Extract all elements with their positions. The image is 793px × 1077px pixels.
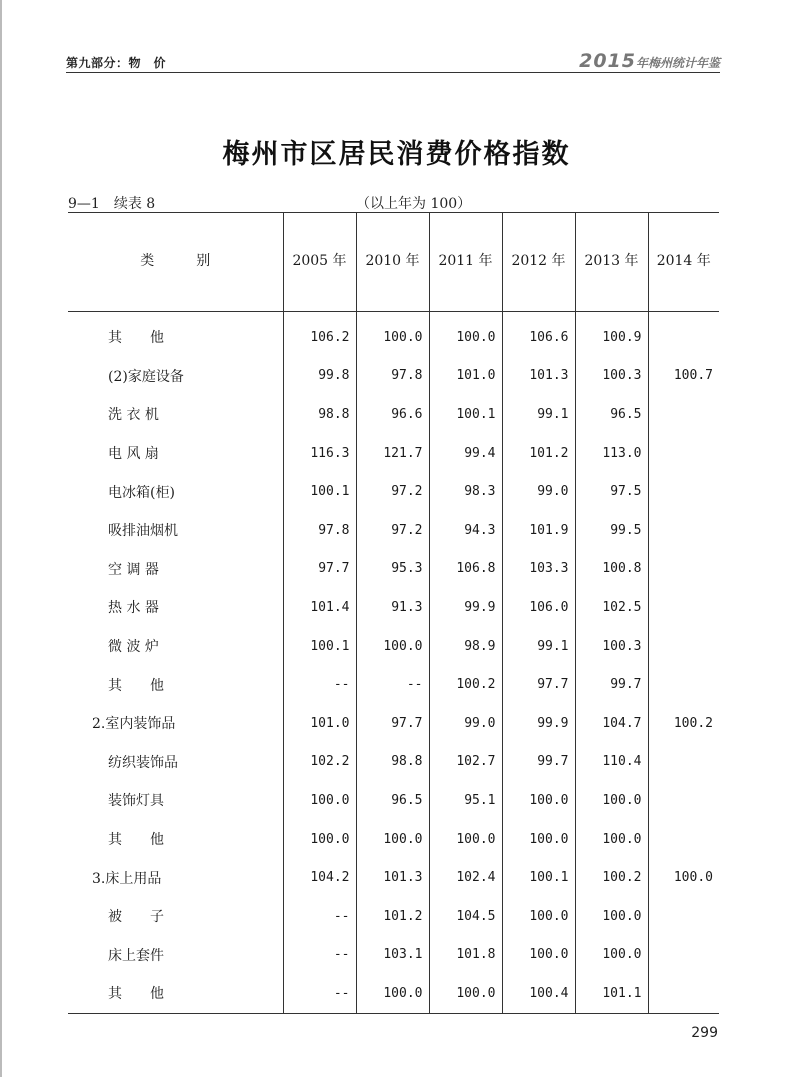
category-label: 纺织装饰品: [108, 754, 178, 771]
index-value-cell: 100.2: [429, 665, 502, 704]
index-value-cell: 99.0: [502, 472, 575, 511]
index-value-cell: 100.1: [283, 472, 356, 511]
index-value-cell: 102.7: [429, 743, 502, 782]
table-row: [68, 820, 719, 859]
category-label: 其 他: [108, 330, 164, 347]
index-value-cell: [648, 395, 719, 434]
index-value-cell: 94.3: [429, 511, 502, 550]
table-row: [68, 974, 719, 1013]
page-title: 梅州市区居民消费价格指数: [222, 139, 571, 170]
column-header-label: 2013 年: [584, 253, 639, 269]
index-value-cell: 100.0: [575, 781, 648, 820]
column-header-label: 2012 年: [511, 253, 566, 269]
index-value-cell: --: [283, 974, 356, 1013]
index-value-cell: 95.1: [429, 781, 502, 820]
index-value-cell: 99.5: [575, 511, 648, 550]
index-value-cell: 100.0: [356, 820, 429, 859]
index-value-cell: 113.0: [575, 434, 648, 473]
table-number: 9—1 续表 8: [68, 196, 156, 212]
table-row: [68, 511, 719, 550]
index-value-cell: 102.5: [575, 588, 648, 627]
index-value-cell: 98.8: [283, 395, 356, 434]
index-value-cell: 96.5: [356, 781, 429, 820]
category-label: 洗 衣 机: [108, 407, 159, 424]
index-value-cell: 106.0: [502, 588, 575, 627]
table-row: [68, 936, 719, 975]
index-value-cell: 97.2: [356, 472, 429, 511]
table-row: [68, 743, 719, 782]
category-label: 电 风 扇: [108, 446, 159, 463]
table-row: [68, 704, 719, 743]
index-value-cell: 100.0: [502, 897, 575, 936]
index-value-cell: [648, 897, 719, 936]
table-body: [68, 312, 719, 1014]
table-row: [68, 781, 719, 820]
index-value-cell: 106.2: [283, 312, 356, 357]
index-value-cell: --: [283, 936, 356, 975]
yearbook-name: 年梅州统计年鉴: [635, 56, 720, 70]
table-row: [68, 665, 719, 704]
index-value-cell: [648, 665, 719, 704]
index-value-cell: --: [356, 665, 429, 704]
table-row: [68, 897, 719, 936]
index-value-cell: 103.1: [356, 936, 429, 975]
index-value-cell: 100.0: [429, 974, 502, 1013]
index-value-cell: 101.8: [429, 936, 502, 975]
index-value-cell: [648, 588, 719, 627]
index-value-cell: 100.0: [502, 820, 575, 859]
index-value-cell: 101.0: [429, 357, 502, 396]
index-value-cell: [648, 781, 719, 820]
table-row: [68, 312, 719, 357]
category-label: 其 他: [108, 832, 164, 849]
index-value-cell: 99.0: [429, 704, 502, 743]
year-column-header: [429, 213, 502, 312]
index-value-cell: [648, 472, 719, 511]
category-column-header: [68, 213, 283, 312]
index-value-cell: 100.8: [575, 550, 648, 589]
index-value-cell: 100.9: [575, 312, 648, 357]
table-row: [68, 434, 719, 473]
category-label: 其 他: [108, 677, 164, 694]
index-value-cell: 101.1: [575, 974, 648, 1013]
section-title: 第九部分：物 价: [66, 56, 167, 70]
index-value-cell: 100.4: [502, 974, 575, 1013]
index-value-cell: 98.8: [356, 743, 429, 782]
index-value-cell: [648, 550, 719, 589]
index-value-cell: [648, 312, 719, 357]
index-value-cell: [648, 936, 719, 975]
category-label: 装饰灯具: [108, 793, 164, 810]
table-row: [68, 858, 719, 897]
index-value-cell: 97.8: [283, 511, 356, 550]
price-index-table: [68, 212, 719, 1014]
index-value-cell: 104.7: [575, 704, 648, 743]
index-value-cell: 100.2: [648, 704, 719, 743]
category-label: 空 调 器: [108, 561, 159, 578]
category-label: 2.室内装饰品: [92, 716, 176, 733]
index-value-cell: 91.3: [356, 588, 429, 627]
category-label: 3.床上用品: [92, 870, 162, 887]
index-value-cell: 97.7: [283, 550, 356, 589]
index-value-cell: 100.1: [502, 858, 575, 897]
column-header-label: 2010 年: [365, 253, 420, 269]
index-value-cell: 95.3: [356, 550, 429, 589]
year-column-header: [648, 213, 719, 312]
header-rule: [66, 72, 720, 73]
index-value-cell: 100.0: [429, 820, 502, 859]
yearbook-title: [579, 50, 720, 72]
index-value-cell: 100.0: [575, 897, 648, 936]
index-value-cell: 104.2: [283, 858, 356, 897]
index-value-cell: 99.9: [502, 704, 575, 743]
index-value-cell: 100.0: [283, 820, 356, 859]
index-value-cell: 101.0: [283, 704, 356, 743]
category-label: 热 水 器: [108, 600, 159, 617]
table-header-row: [68, 213, 719, 312]
index-value-cell: 98.3: [429, 472, 502, 511]
index-value-cell: 116.3: [283, 434, 356, 473]
index-value-cell: [648, 511, 719, 550]
category-label: 微 波 炉: [108, 639, 159, 656]
table-row: [68, 627, 719, 666]
index-value-cell: 100.1: [429, 395, 502, 434]
index-value-cell: 101.2: [502, 434, 575, 473]
index-value-cell: 100.0: [356, 627, 429, 666]
table-row: [68, 395, 719, 434]
index-value-cell: 99.7: [575, 665, 648, 704]
index-value-cell: 100.0: [575, 936, 648, 975]
index-value-cell: 98.9: [429, 627, 502, 666]
index-value-cell: --: [283, 897, 356, 936]
category-label: (2)家庭设备: [108, 368, 184, 385]
column-header-label: 类 别: [140, 253, 211, 269]
index-value-cell: 100.2: [575, 858, 648, 897]
index-value-cell: 100.0: [356, 312, 429, 357]
index-value-cell: 101.9: [502, 511, 575, 550]
index-value-cell: 99.7: [502, 743, 575, 782]
category-label: 床上套件: [108, 947, 164, 964]
index-value-cell: 97.5: [575, 472, 648, 511]
column-header-label: 2014 年: [656, 253, 711, 269]
index-value-cell: 104.5: [429, 897, 502, 936]
index-value-cell: 100.0: [575, 820, 648, 859]
index-value-cell: 101.3: [356, 858, 429, 897]
running-header: [66, 50, 720, 70]
year-column-header: [502, 213, 575, 312]
index-value-cell: 100.0: [283, 781, 356, 820]
table-row: [68, 550, 719, 589]
table-row: [68, 357, 719, 396]
table-base-note: （以上年为 100）: [356, 196, 472, 212]
index-value-cell: 100.0: [502, 781, 575, 820]
column-header-label: 2005 年: [292, 253, 347, 269]
index-value-cell: [648, 627, 719, 666]
index-value-cell: [648, 743, 719, 782]
index-value-cell: 100.0: [502, 936, 575, 975]
column-header-label: 2011 年: [438, 253, 493, 269]
table-row: [68, 588, 719, 627]
index-value-cell: 100.0: [648, 858, 719, 897]
index-value-cell: 97.7: [502, 665, 575, 704]
index-value-cell: 100.3: [575, 627, 648, 666]
category-label: 吸排油烟机: [108, 523, 178, 540]
index-value-cell: 96.6: [356, 395, 429, 434]
category-label: 其 他: [68, 974, 283, 1013]
index-value-cell: 99.4: [429, 434, 502, 473]
yearbook-year: 2015: [579, 50, 636, 72]
page-number: 299: [691, 1025, 718, 1041]
index-value-cell: 102.2: [283, 743, 356, 782]
index-value-cell: [648, 820, 719, 859]
index-value-cell: 97.2: [356, 511, 429, 550]
index-value-cell: 99.1: [502, 395, 575, 434]
index-value-cell: 97.8: [356, 357, 429, 396]
index-value-cell: 110.4: [575, 743, 648, 782]
year-column-header: [356, 213, 429, 312]
index-value-cell: 99.8: [283, 357, 356, 396]
index-value-cell: 100.0: [356, 974, 429, 1013]
index-value-cell: [648, 974, 719, 1013]
year-column-header: [283, 213, 356, 312]
index-value-cell: 96.5: [575, 395, 648, 434]
index-value-cell: 102.4: [429, 858, 502, 897]
index-value-cell: 99.1: [502, 627, 575, 666]
index-value-cell: --: [283, 665, 356, 704]
index-value-cell: 100.0: [429, 312, 502, 357]
category-label: 被 子: [108, 909, 164, 926]
table-row: [68, 472, 719, 511]
index-value-cell: 100.3: [575, 357, 648, 396]
index-value-cell: 121.7: [356, 434, 429, 473]
index-value-cell: 100.1: [283, 627, 356, 666]
index-value-cell: 101.3: [502, 357, 575, 396]
index-value-cell: [648, 434, 719, 473]
category-label: 电冰箱(柜): [108, 484, 175, 501]
index-value-cell: 100.7: [648, 357, 719, 396]
index-value-cell: 103.3: [502, 550, 575, 589]
index-value-cell: 106.8: [429, 550, 502, 589]
index-value-cell: 101.2: [356, 897, 429, 936]
index-value-cell: 101.4: [283, 588, 356, 627]
index-value-cell: 106.6: [502, 312, 575, 357]
year-column-header: [575, 213, 648, 312]
index-value-cell: 97.7: [356, 704, 429, 743]
index-value-cell: 99.9: [429, 588, 502, 627]
